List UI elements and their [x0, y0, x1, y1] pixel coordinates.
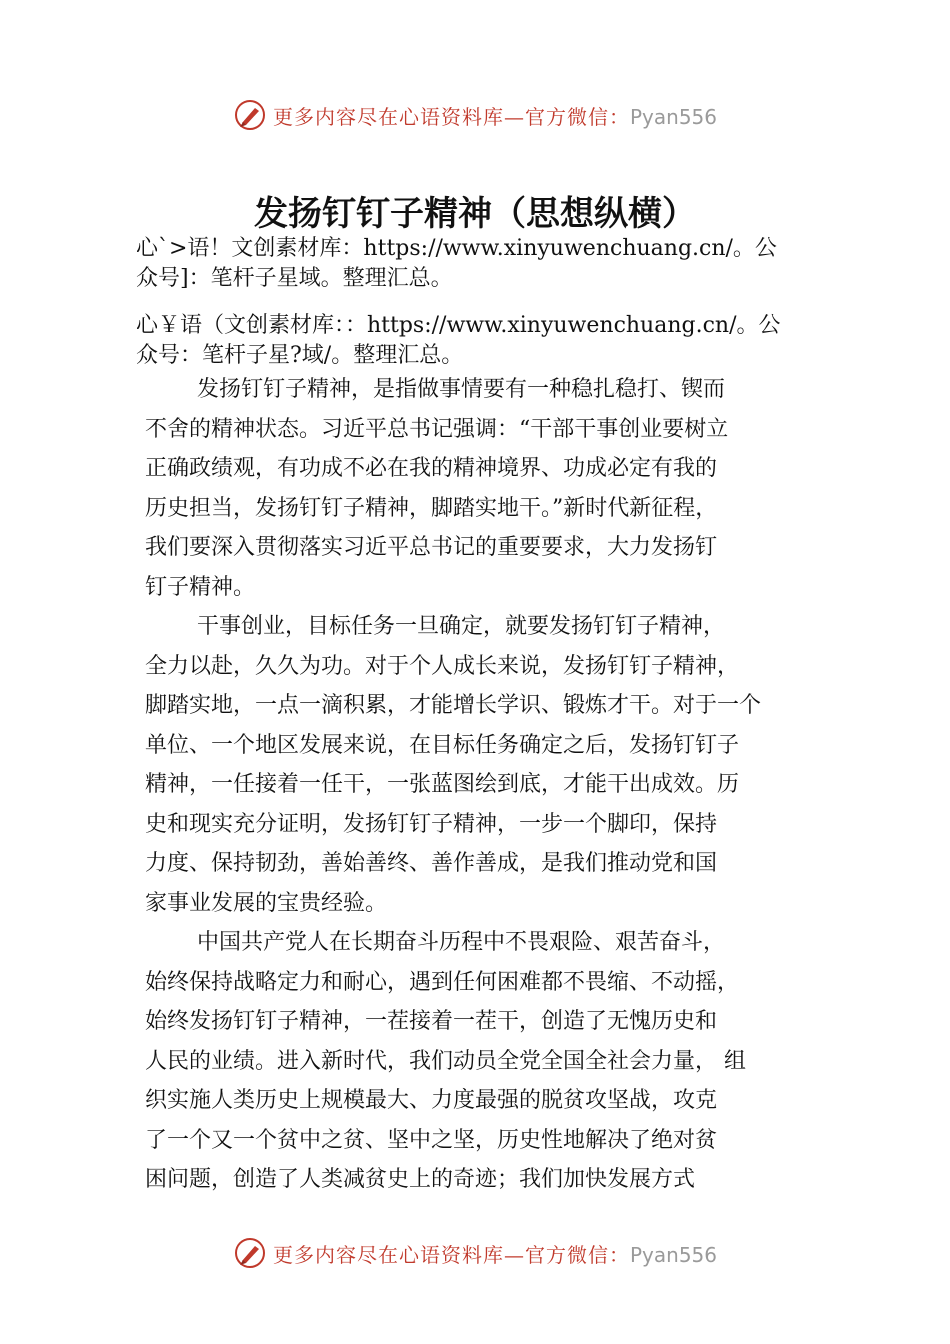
text-line: 不舍的精神状态。习近平总书记强调：“干部干事创业要树立	[145, 416, 729, 442]
text-line: 钉子精神。	[145, 574, 256, 600]
pen-logo-icon	[233, 98, 267, 132]
brand-text: 更多内容尽在心语资料库—官方微信：	[272, 104, 630, 129]
text-line: 人民的业绩。进入新时代，我们动员全党全国全社会力量， 组	[145, 1048, 746, 1074]
text-line: 家事业发展的宝贵经验。	[145, 890, 388, 916]
text-line: 力度、保持韧劲，善始善终、善作善成，是我们推动党和国	[145, 851, 718, 876]
source-note-line: 心￥语（文创素材库：：https://www.xinyuwenchuang.cn/。公	[136, 313, 781, 338]
paragraph-2	[145, 607, 825, 923]
text-line: 中国共产党人在长期奋斗历程中不畏艰险、艰苦奋斗，	[197, 930, 726, 955]
banner-text	[273, 101, 717, 130]
text-line: 织实施人类历史上规模最大、力度最强的脱贫攻坚战，攻克	[145, 1088, 718, 1113]
text-line: 历史担当，发扬钉钉子精神，脚踏实地干。”新时代新征程，	[145, 495, 718, 521]
wechat-id: Pyan556	[629, 104, 717, 129]
text-line: 单位、一个地区发展来说，在目标任务确定之后，发扬钉钉子	[145, 732, 740, 758]
wechat-id: Pyan556	[629, 1242, 717, 1267]
text-line: 精神，一任接着一任干，一张蓝图绘到底，才能干出成效。历	[145, 772, 740, 797]
text-line: 全力以赴，久久为功。对于个人成长来说，发扬钉钉子精神，	[145, 653, 740, 679]
article-body	[145, 370, 825, 1200]
text-line: 了一个又一个贫中之贫、坚中之坚，历史性地解决了绝对贫	[145, 1127, 718, 1153]
text-line: 困问题，创造了人类减贫史上的奇迹；我们加快发展方式	[145, 1167, 696, 1192]
banner-text	[273, 1239, 717, 1268]
text-line: 始终保持战略定力和耐心，遇到任何困难都不畏缩、不动摇，	[145, 969, 740, 995]
text-line: 正确政绩观，有功成不必在我的精神境界、功成必定有我的	[145, 456, 718, 481]
paragraph-3	[145, 923, 825, 1200]
pen-logo-icon	[233, 1236, 267, 1270]
source-note-line: 众号：笔杆子星?域/。整理汇总。	[136, 343, 464, 368]
footer-banner	[0, 1233, 950, 1273]
text-line: 发扬钉钉子精神，是指做事情要有一种稳扎稳打、锲而	[197, 377, 726, 402]
text-line: 史和现实充分证明，发扬钉钉子精神，一步一个脚印，保持	[145, 811, 718, 837]
source-note-1	[136, 234, 836, 294]
text-line: 脚踏实地，一点一滴积累，才能增长学识、锻炼才干。对于一个	[145, 693, 762, 718]
text-line: 我们要深入贯彻落实习近平总书记的重要要求，大力发扬钉	[145, 535, 718, 560]
text-line: 始终发扬钉钉子精神，一茬接着一茬干，创造了无愧历史和	[145, 1009, 718, 1034]
text-line: 干事创业，目标任务一旦确定，就要发扬钉钉子精神，	[197, 614, 726, 639]
paragraph-1	[145, 370, 825, 607]
page-title: 发扬钉钉子精神（思想纵横）	[254, 194, 696, 234]
source-note-line: 心`>语！文创素材库：https://www.xinyuwenchuang.cn/。公	[136, 236, 777, 261]
brand-text: 更多内容尽在心语资料库—官方微信：	[272, 1242, 630, 1267]
header-banner	[0, 95, 950, 135]
source-note-2	[136, 311, 836, 371]
source-note-line: 众号]：笔杆子星域。整理汇总。	[136, 266, 453, 291]
